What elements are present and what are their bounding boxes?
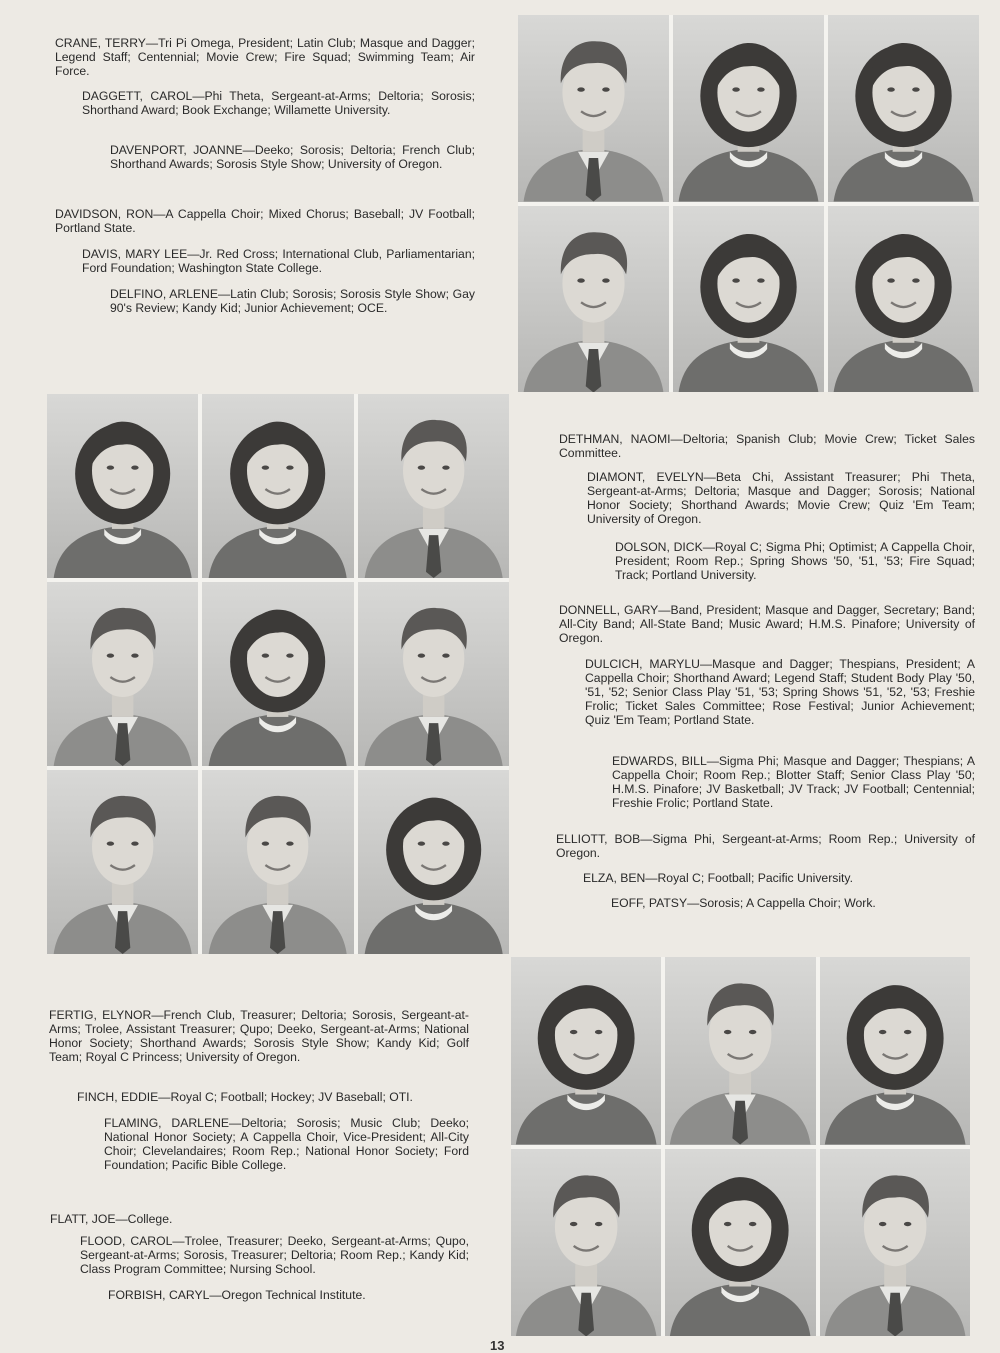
portrait-silhouette xyxy=(665,957,815,1145)
bio-delfino-arlene: DELFINO, ARLENE—Latin Club; Sorosis; Sorosis Style Show; Gay 90's Review; Kandy Kid; Junior Achievement; OCE. xyxy=(110,287,475,315)
bio-dolson-dick: DOLSON, DICK—Royal C; Sigma Phi; Optimist; A Cappella Choir, President; Room Rep.; Spring Shows '50, '51, '53; Fire Squad; Track; Portland University. xyxy=(615,540,975,582)
portrait-fertig-elynor xyxy=(511,957,661,1145)
portrait-flatt-joe xyxy=(511,1149,661,1337)
bio-flaming-darlene: FLAMING, DARLENE—Deltoria; Sorosis; Music Club; Deeko; National Honor Society; A Cappella Choir, Vice-President; All-City Choir; Clevelandaires; Room Rep.; National Honor Society; Ford Foundation; Pacific Bible College. xyxy=(104,1116,469,1172)
bio-dulcich-marylu: DULCICH, MARYLU—Masque and Dagger; Thespians, President; A Cappella Choir; Shorthand Award; Legend Staff; Student Body Play '50, '51, '52; Senior Class Play '51, '53; Spring Shows '51, '52, '53; Freshie Frolic; Ticket Sales Committee; Rose Festival; Junior Achievement; Quiz 'Em Team; Portland State. xyxy=(585,657,975,727)
page-number: 13 xyxy=(490,1338,505,1353)
bio-flood-carol: FLOOD, CAROL—Trolee, Treasurer; Deeko, Sergeant-at-Arms; Qupo, Sergeant-at-Arms; Sorosis, Treasurer; Deltoria; Room Rep.; Kandy Kid; Class Program Committee; Nursing School. xyxy=(80,1234,469,1276)
portrait-silhouette xyxy=(820,957,970,1145)
bio-davidson-ron: DAVIDSON, RON—A Cappella Choir; Mixed Chorus; Baseball; JV Football; Portland State. xyxy=(55,207,475,235)
bio-fertig-elynor: FERTIG, ELYNOR—French Club, Treasurer; Deltoria; Sorosis, Sergeant-at-Arms; Trolee, Assistant Treasurer; Qupo; Deeko, Sergeant-at-Arms; National Honor Society; Shorthand Awards; Sorosis Style Show; Kandy Kid; Golf Team; Royal C Princess; University of Oregon. xyxy=(49,1008,469,1064)
bio-edwards-bill: EDWARDS, BILL—Sigma Phi; Masque and Dagger; Thespians; A Cappella Choir; Room Rep.; Blotter Staff; Senior Class Play '50; H.M.S. Pinafore; JV Basketball; JV Track; JV Football; Centennial; Freshie Frolic; Portland State. xyxy=(612,754,975,810)
portrait-silhouette xyxy=(665,1149,815,1337)
portrait-silhouette xyxy=(511,1149,661,1337)
portrait-flood-carol xyxy=(665,1149,815,1337)
portrait-silhouette xyxy=(820,1149,970,1337)
portrait-grid-3 xyxy=(511,957,970,1336)
bio-crane-terry: CRANE, TERRY—Tri Pi Omega, President; Latin Club; Masque and Dagger; Legend Staff; Centennial; Movie Crew; Fire Squad; Swimming Team; Air Force. xyxy=(55,36,475,78)
bio-davenport-joanne: DAVENPORT, JOANNE—Deeko; Sorosis; Deltoria; French Club; Shorthand Awards; Sorosis Style Show; University of Oregon. xyxy=(110,143,475,171)
bio-dethman-naomi: DETHMAN, NAOMI—Deltoria; Spanish Club; Movie Crew; Ticket Sales Committee. xyxy=(559,432,975,460)
bio-elliott-bob: ELLIOTT, BOB—Sigma Phi, Sergeant-at-Arms; Room Rep.; University of Oregon. xyxy=(556,832,975,860)
bio-forbish-caryl: FORBISH, CARYL—Oregon Technical Institute. xyxy=(108,1288,366,1302)
bio-daggett-carol: DAGGETT, CAROL—Phi Theta, Sergeant-at-Arms; Deltoria; Sorosis; Shorthand Award; Book Exchange; Willamette University. xyxy=(82,89,475,117)
bio-eoff-patsy: EOFF, PATSY—Sorosis; A Cappella Choir; Work. xyxy=(611,896,876,910)
bio-donnell-gary: DONNELL, GARY—Band, President; Masque and Dagger, Secretary; Band; All-City Band; All-State Band; Music Award; H.M.S. Pinafore; University of Oregon. xyxy=(559,603,975,645)
bio-davis-mary-lee: DAVIS, MARY LEE—Jr. Red Cross; International Club, Parliamentarian; Ford Foundation; Washington State College. xyxy=(82,247,475,275)
portrait-forbish-caryl xyxy=(820,1149,970,1337)
bio-diamont-evelyn: DIAMONT, EVELYN—Beta Chi, Assistant Treasurer; Phi Theta, Sergeant-at-Arms; Deltoria; Masque and Dagger; Sorosis; National Honor Society; Shorthand Awards; Movie Crew; Quiz 'Em Team; University of Oregon. xyxy=(587,470,975,526)
portrait-finch-eddie xyxy=(665,957,815,1145)
bio-finch-eddie: FINCH, EDDIE—Royal C; Football; Hockey; JV Baseball; OTI. xyxy=(77,1090,413,1104)
bio-elza-ben: ELZA, BEN—Royal C; Football; Pacific University. xyxy=(583,871,854,885)
bio-flatt-joe: FLATT, JOE—College. xyxy=(50,1212,173,1226)
portrait-silhouette xyxy=(511,957,661,1145)
portrait-flaming-darlene xyxy=(820,957,970,1145)
